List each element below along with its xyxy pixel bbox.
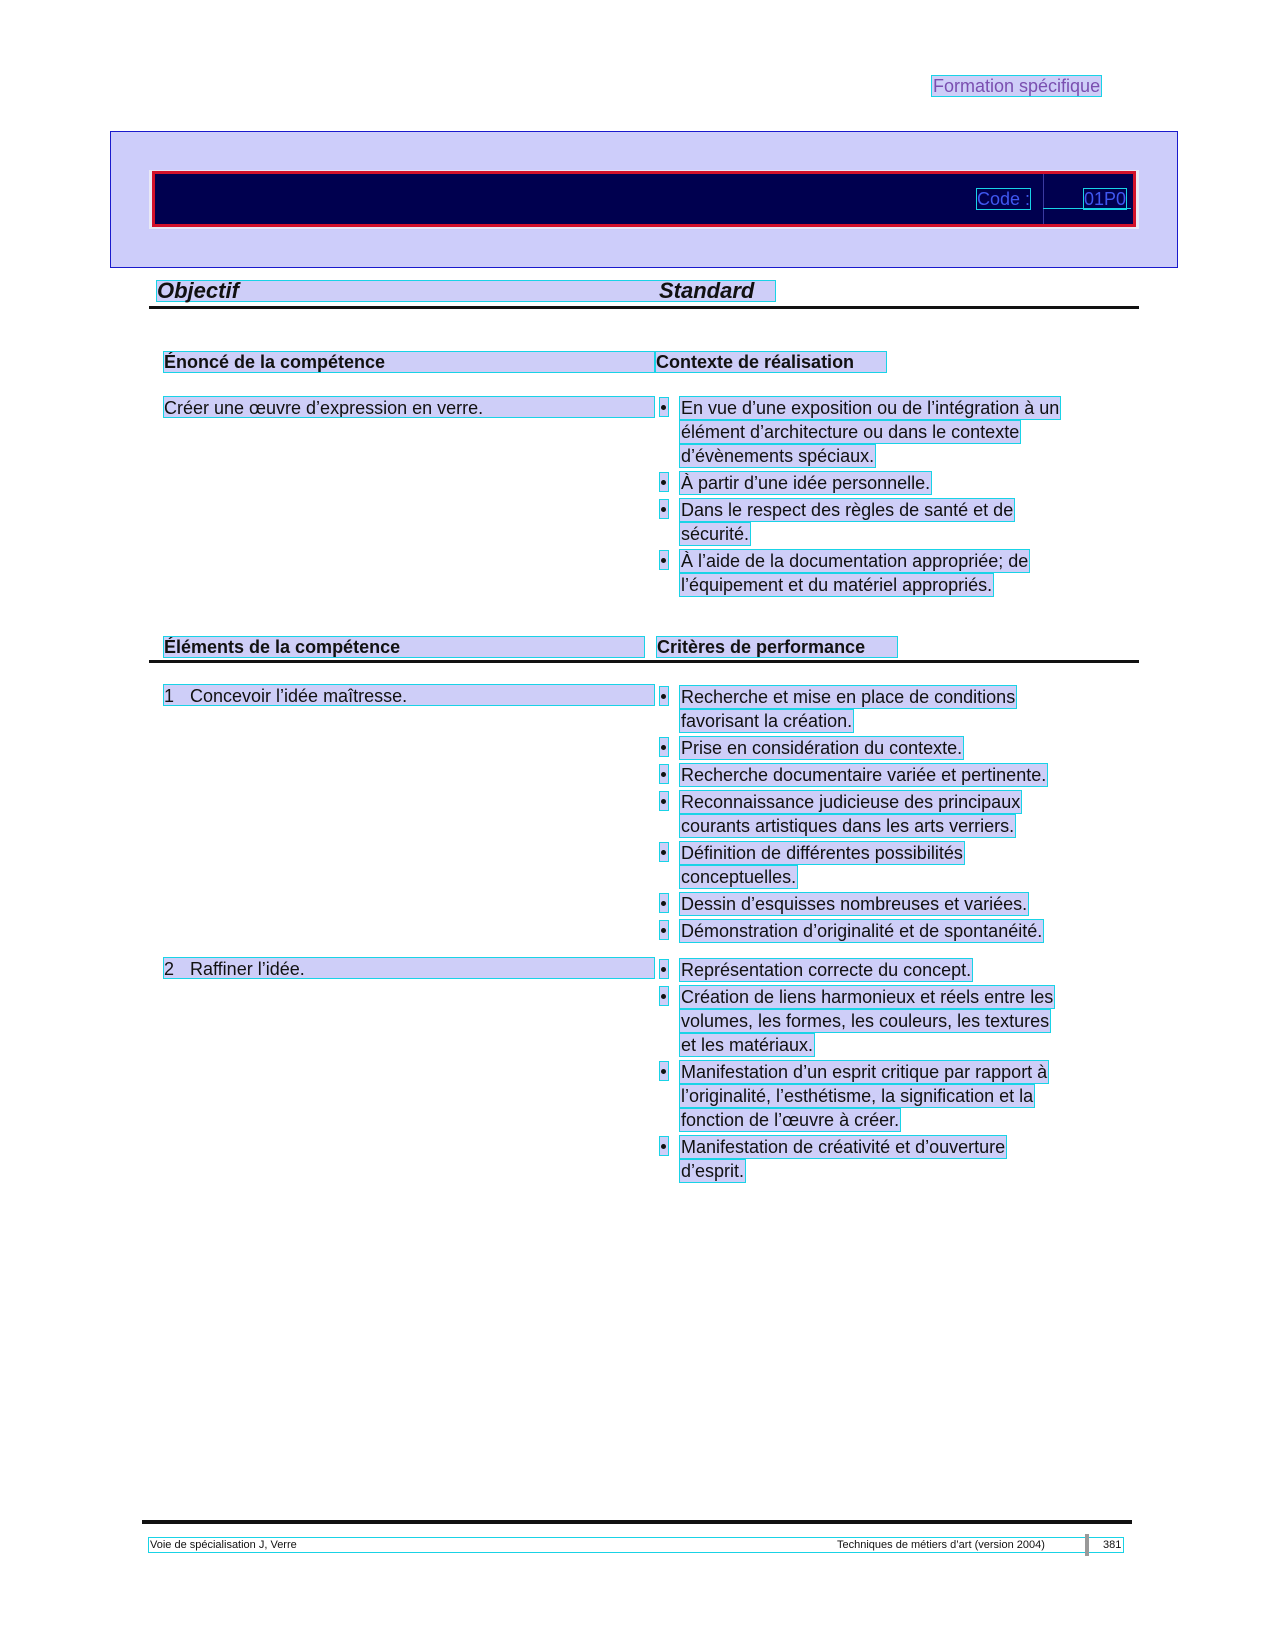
bullet-item xyxy=(660,764,1122,788)
bullet-icon xyxy=(660,398,668,416)
footer-rule xyxy=(142,1520,1132,1524)
bullet-icon xyxy=(660,894,668,912)
bullet-line: d’esprit. xyxy=(681,1161,745,1181)
bullet-line: Représentation correcte du concept. xyxy=(681,960,972,980)
standard-heading: Standard xyxy=(659,278,755,303)
bullet-line: et les matériaux. xyxy=(681,1035,814,1055)
bullet-line: Reconnaissance judicieuse des principaux xyxy=(681,792,1021,812)
element-number: 1 xyxy=(164,686,175,706)
bullet-line: volumes, les formes, les couleurs, les textures xyxy=(681,1011,1050,1031)
bullet-line: Définition de différentes possibilités xyxy=(681,843,963,863)
bullet-item xyxy=(660,472,1122,496)
element-text: Raffiner l’idée. xyxy=(190,959,305,979)
elements-rule-left xyxy=(149,660,643,663)
code-value: 01P0 xyxy=(1084,189,1127,209)
objectif-heading: Objectif xyxy=(157,278,239,303)
code-label: Code : xyxy=(977,189,1031,209)
bullet-line: élément d’architecture ou dans le contexte xyxy=(681,422,1020,442)
objectif-standard-row xyxy=(157,278,775,303)
bullet-line: Prise en considération du contexte. xyxy=(681,738,963,758)
bullet-item xyxy=(660,737,1122,761)
bullet-item xyxy=(660,959,1122,983)
bullet-icon xyxy=(660,987,668,1005)
bullet-line: Recherche et mise en place de conditions xyxy=(681,687,1016,707)
bullet-icon xyxy=(660,792,668,810)
bullet-icon xyxy=(660,1137,668,1155)
bullet-line: À partir d’une idée personnelle. xyxy=(681,473,931,493)
bullet-line: l’équipement et du matériel appropriés. xyxy=(681,575,993,595)
bullet-line: courants artistiques dans les arts verriers. xyxy=(681,816,1015,836)
enonce-heading: Énoncé de la compétence xyxy=(164,352,654,372)
element-2 xyxy=(164,958,654,978)
criteres-heading: Critères de performance xyxy=(657,637,897,657)
bullet-line: Manifestation d’un esprit critique par rapport à xyxy=(681,1062,1048,1082)
contexte-list xyxy=(660,397,1122,601)
bullet-line: conceptuelles. xyxy=(681,867,797,887)
bullet-line: favorisant la création. xyxy=(681,711,853,731)
enonce-text: Créer une œuvre d’expression en verre. xyxy=(164,397,654,417)
bullet-line: En vue d’une exposition ou de l’intégration à un xyxy=(681,398,1060,418)
bullet-icon xyxy=(660,687,668,705)
heading-rule xyxy=(149,306,1139,309)
bullet-line: Manifestation de créativité et d’ouverture xyxy=(681,1137,1006,1157)
page-number: 381 xyxy=(1103,1539,1122,1551)
bullet-item xyxy=(660,791,1122,839)
bullet-line: d’évènements spéciaux. xyxy=(681,446,875,466)
element-text: Concevoir l’idée maîtresse. xyxy=(190,686,408,706)
bullet-line: À l’aide de la documentation appropriée; de xyxy=(681,551,1029,571)
bullet-item xyxy=(660,686,1122,734)
bullet-line: l’originalité, l’esthétisme, la signification et la xyxy=(681,1086,1034,1106)
criteria-list-1 xyxy=(660,686,1122,947)
bullet-line: Recherche documentaire variée et pertinente. xyxy=(681,765,1047,785)
bullet-item xyxy=(660,986,1122,1058)
bullet-icon xyxy=(660,738,668,756)
contexte-heading: Contexte de réalisation xyxy=(656,352,886,372)
footer-left: Voie de spécialisation J, Verre xyxy=(150,1539,297,1551)
bullet-item xyxy=(660,550,1122,598)
bullet-icon xyxy=(660,921,668,939)
bullet-icon xyxy=(660,960,668,978)
bullet-line: Dans le respect des règles de santé et de xyxy=(681,500,1014,520)
bullet-icon xyxy=(660,843,668,861)
bullet-line: sécurité. xyxy=(681,524,750,544)
footer-separator xyxy=(1085,1534,1089,1556)
bullet-line: Démonstration d’originalité et de spontanéité. xyxy=(681,921,1043,941)
elements-rule-right xyxy=(643,660,1139,663)
bullet-item xyxy=(660,920,1122,944)
bullet-item xyxy=(660,893,1122,917)
bullet-line: fonction de l’œuvre à créer. xyxy=(681,1110,900,1130)
elements-heading: Éléments de la compétence xyxy=(164,637,644,657)
element-number: 2 xyxy=(164,959,175,979)
bullet-line: Dessin d’esquisses nombreuses et variées. xyxy=(681,894,1028,914)
header-label: Formation spécifique xyxy=(933,76,1101,96)
bullet-icon xyxy=(660,765,668,783)
bullet-item xyxy=(660,499,1122,547)
footer-right: Techniques de métiers d’art (version 2004) xyxy=(837,1539,1045,1551)
bullet-item xyxy=(660,397,1122,469)
element-1 xyxy=(164,685,654,705)
bullet-item xyxy=(660,842,1122,890)
criteria-list-2 xyxy=(660,959,1122,1187)
bullet-icon xyxy=(660,1062,668,1080)
bullet-item xyxy=(660,1136,1122,1184)
bullet-line: Création de liens harmonieux et réels entre les xyxy=(681,987,1054,1007)
bullet-icon xyxy=(660,551,668,569)
banner-separator xyxy=(1043,174,1044,224)
bullet-item xyxy=(660,1061,1122,1133)
bullet-icon xyxy=(660,500,668,518)
bullet-icon xyxy=(660,473,668,491)
